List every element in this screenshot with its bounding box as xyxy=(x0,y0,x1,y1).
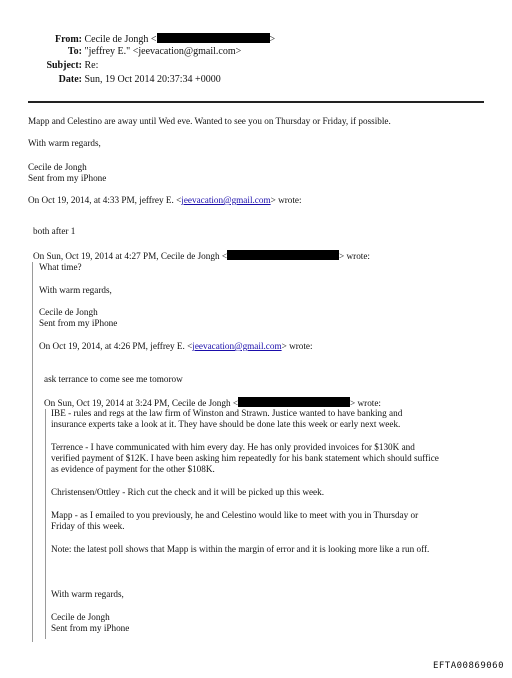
quote-header xyxy=(33,250,370,262)
paragraph-line: Mapp - as I emailed to you previously, he and Celestino would like to meet with you in Thursday or xyxy=(51,510,419,520)
subject-value: Re: xyxy=(84,60,99,71)
paragraph-line: Note: the latest poll shows that Mapp is within the margin of error and it is looking more like a run off. xyxy=(51,544,430,554)
header-divider xyxy=(28,101,484,103)
paragraph-line: insurance experts take a look at it. They have should be done late this week or early next week. xyxy=(51,419,401,429)
paragraph-line: Terrence - I have communicated with him every day. He has only provided invoices for $130K and xyxy=(51,442,415,452)
quote-header-text: On Oct 19, 2014, at 4:26 PM, jeffrey E. < xyxy=(39,341,193,351)
message-text: Mapp and Celestino are away until Wed eve. Wanted to see you on Thursday or Friday, if possible. xyxy=(28,116,391,126)
from-label: From: xyxy=(54,34,82,45)
quote-header xyxy=(28,195,302,206)
quote-header-text: On Sun, Oct 19, 2014 at 4:27 PM, Cecile de Jongh < xyxy=(33,251,228,261)
from-name: Cecile de Jongh < xyxy=(84,34,157,45)
message-text: What time? xyxy=(39,262,82,272)
paragraph-line: verified payment of $12K. I have been asking him repeatedly for his bank statement which should suffice xyxy=(51,453,439,463)
date-row xyxy=(20,74,221,86)
quote-header-tail: > wrote: xyxy=(350,398,381,408)
quote-header-tail: > wrote: xyxy=(270,195,302,205)
signature-name: Cecile de Jongh xyxy=(39,307,98,317)
email-link[interactable]: jeevacation@gmail.com xyxy=(192,341,282,351)
to-row xyxy=(20,46,241,58)
reply-text: ask terrance to come see me tomorow xyxy=(44,374,183,384)
quote-header-tail: > wrote: xyxy=(281,341,313,351)
quote-bar xyxy=(32,262,33,642)
signature-device: Sent from my iPhone xyxy=(28,173,107,183)
signature-name: Cecile de Jongh xyxy=(51,612,110,622)
redaction-bar xyxy=(227,250,339,260)
email-link[interactable]: jeevacation@gmail.com xyxy=(181,195,271,205)
quote-header xyxy=(39,341,313,352)
paragraph-line: as evidence of payment for the other $108K. xyxy=(51,464,215,474)
reply-text: both after 1 xyxy=(33,226,76,236)
quote-header-text: On Sun, Oct 19, 2014 at 3:24 PM, Cecile de Jongh < xyxy=(44,398,239,408)
subject-row xyxy=(20,60,98,72)
paragraph-line: Christensen/Ottley - Rich cut the check and it will be picked up this week. xyxy=(51,487,325,497)
from-tail: > xyxy=(269,34,276,45)
quote-bar xyxy=(45,409,46,639)
subject-label: Subject: xyxy=(46,60,82,71)
document-id: EFTA00869060 xyxy=(432,661,504,671)
signature-device: Sent from my iPhone xyxy=(39,318,118,328)
to-label: To: xyxy=(67,46,82,57)
signature-device: Sent from my iPhone xyxy=(51,623,130,633)
date-label: Date: xyxy=(58,74,82,85)
date-value: Sun, 19 Oct 2014 20:37:34 +0000 xyxy=(84,74,221,85)
from-row xyxy=(20,33,275,46)
quote-header-tail: > wrote: xyxy=(339,251,370,261)
regards-text: With warm regards, xyxy=(39,285,112,295)
regards-text: With warm regards, xyxy=(51,589,124,599)
to-value: "jeffrey E." <jeevacation@gmail.com> xyxy=(84,46,242,57)
redaction-bar xyxy=(238,397,350,407)
paragraph-line: Friday of this week. xyxy=(51,521,125,531)
redaction-bar xyxy=(157,33,270,43)
signature-name: Cecile de Jongh xyxy=(28,162,87,172)
quote-header-text: On Oct 19, 2014, at 4:33 PM, jeffrey E. < xyxy=(28,195,182,205)
paragraph-line: IBE - rules and regs at the law firm of Winston and Strawn. Justice wanted to have banking and xyxy=(51,408,403,418)
regards-text: With warm regards, xyxy=(28,138,101,148)
